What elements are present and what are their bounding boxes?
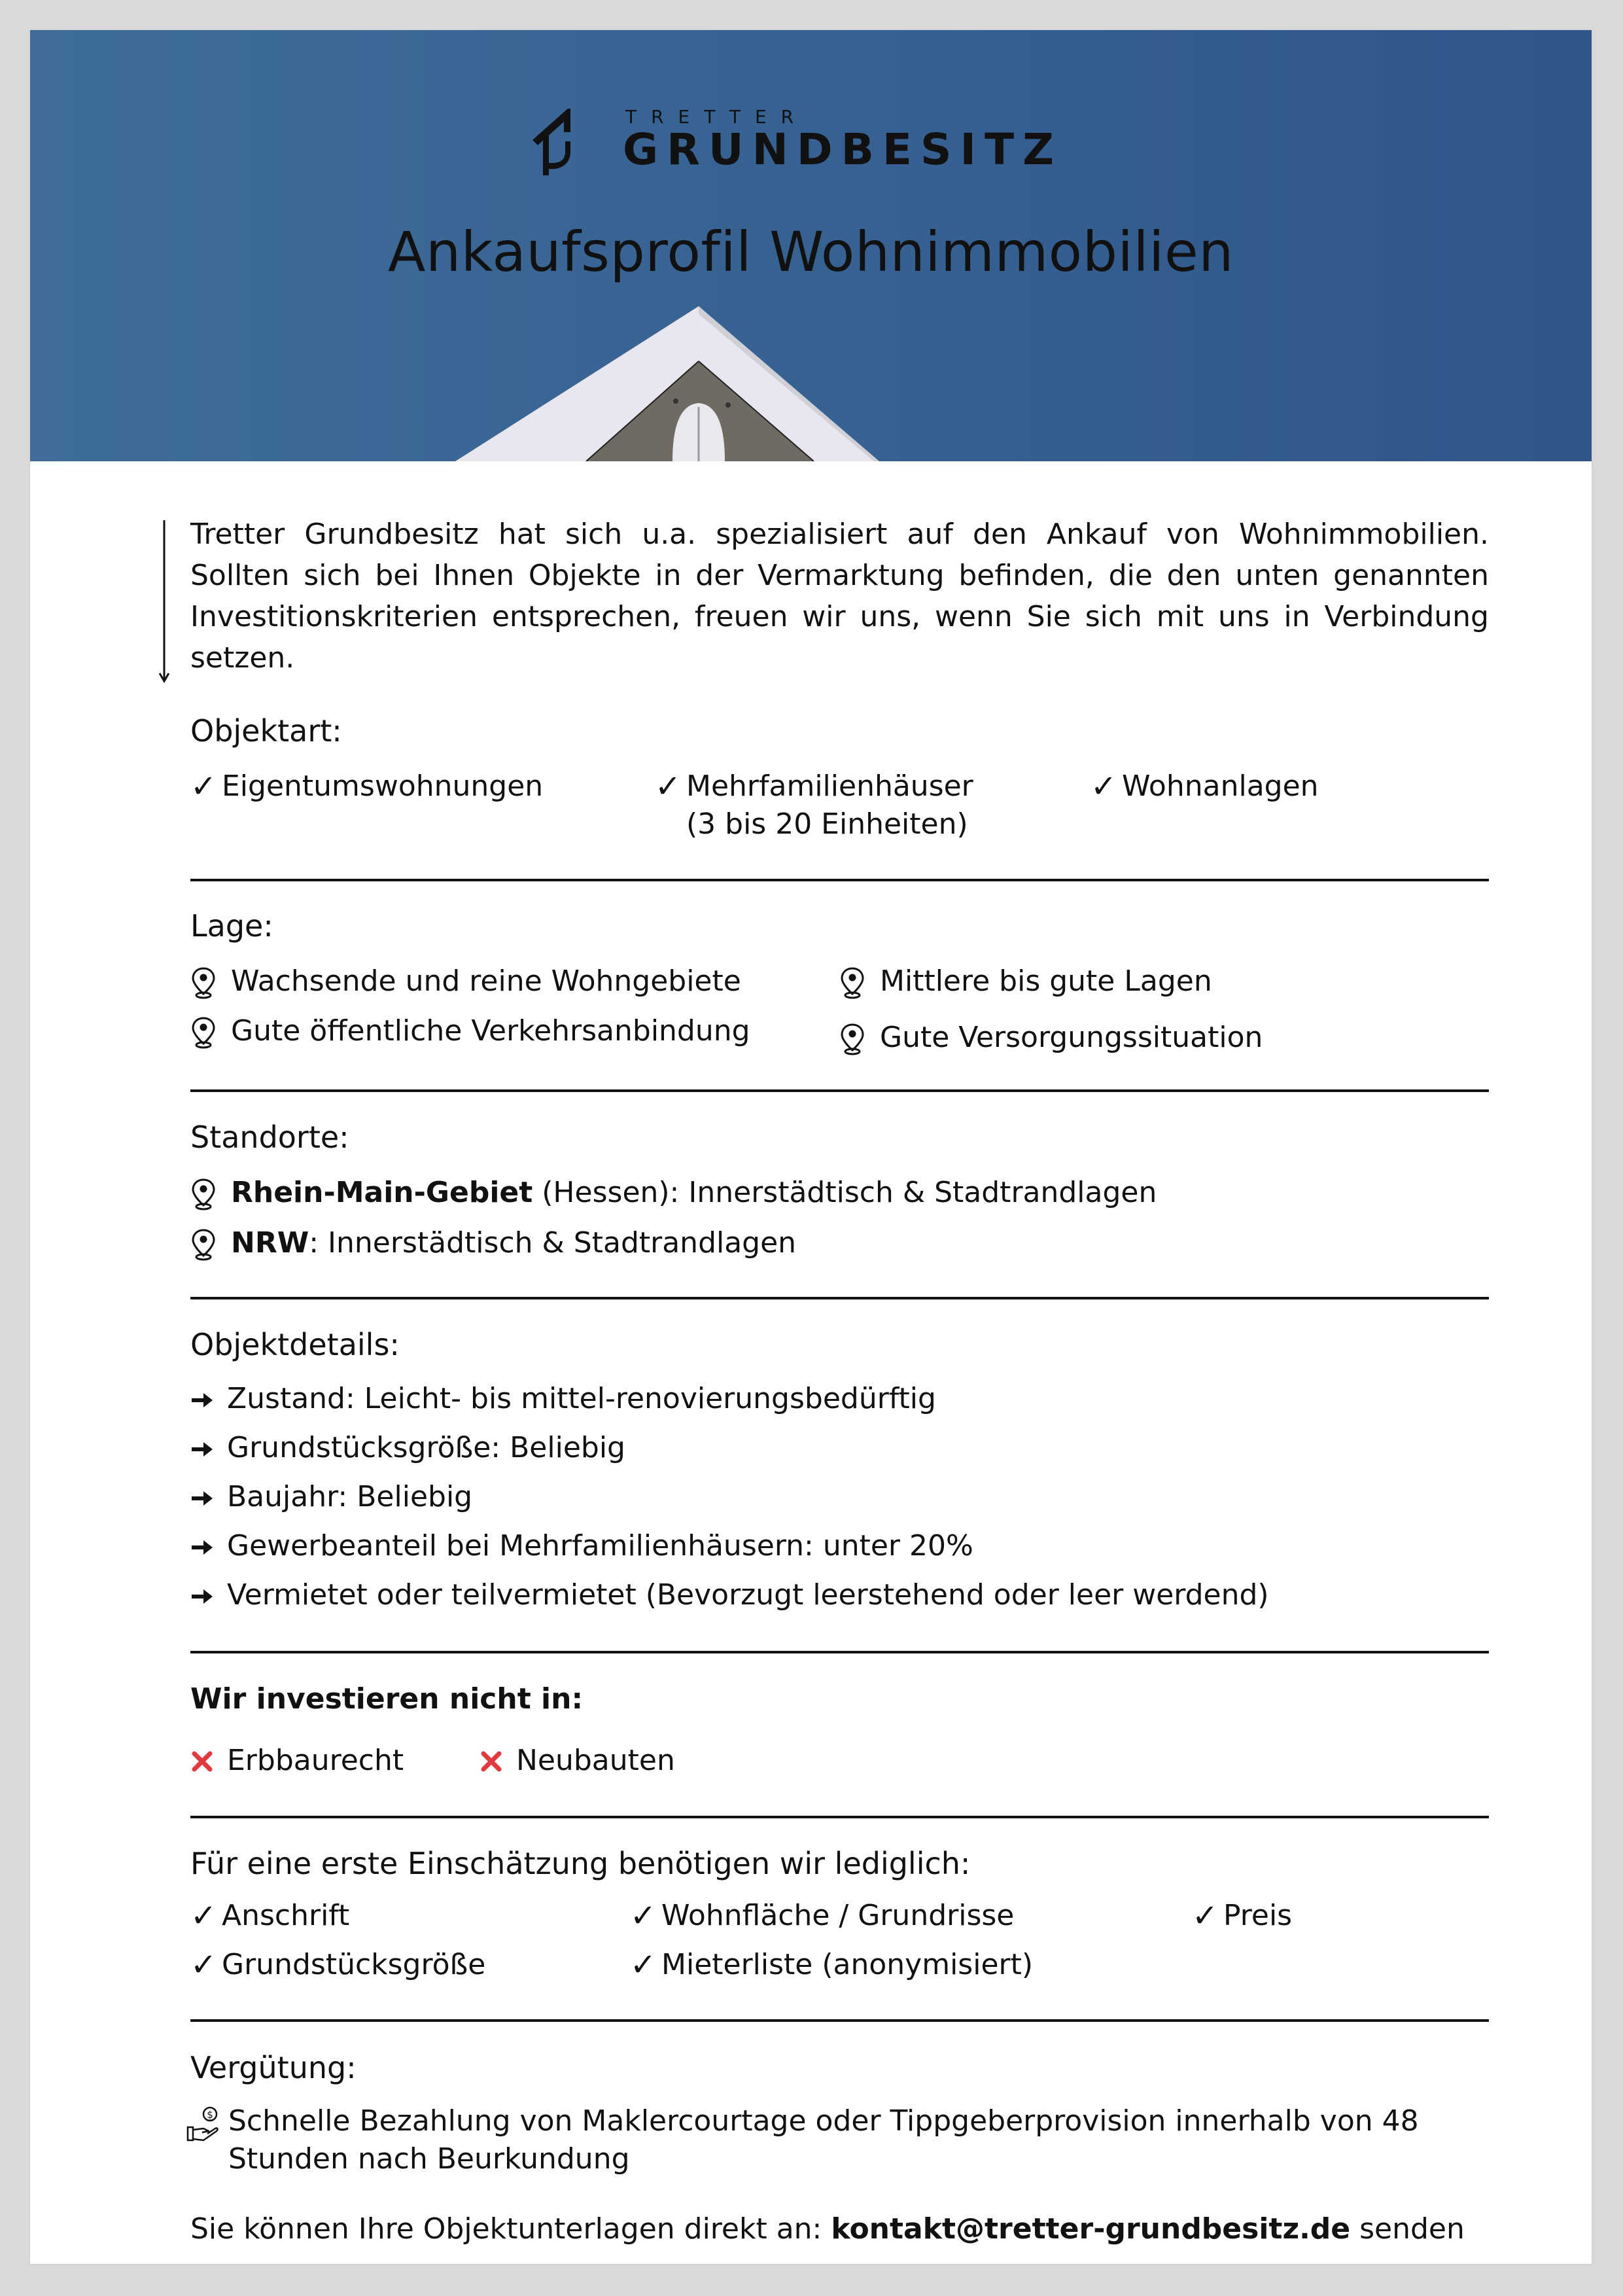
list-item: Gute öffentliche Verkehrsanbindung [190,1012,750,1059]
list-item: Neubauten [480,1742,675,1783]
list-item: ✓ Grundstücksgröße [190,1947,486,1983]
hero-banner [30,30,1592,461]
list-item: NRW: Innerstädtisch & Stadtrandlagen [190,1224,796,1271]
location-pin-icon [190,1012,231,1059]
check-icon: ✓ [1091,768,1117,805]
check-icon: ✓ [630,1898,657,1934]
list-item: Gute Versorgungssituation [839,1019,1263,1065]
list-item: ✓ Wohnanlagen [1091,768,1319,805]
section-lage [190,906,1489,945]
divider [190,1297,1489,1299]
list-item: Zustand: Leicht- bis mittel-renovierungsbedürftig [190,1380,936,1420]
contact-line: Sie können Ihre Objektunterlagen direkt an: kontakt@tretter-grundbesitz.de senden [190,2212,1465,2246]
location-pin-icon [839,963,880,1009]
svg-text:$: $ [207,2109,213,2121]
arrow-right-icon [190,1527,227,1567]
document-page [30,30,1592,2264]
check-icon: ✓ [190,1947,217,1983]
check-icon: ✓ [190,1898,217,1934]
location-pin-icon [839,1019,880,1065]
logo-mark-icon [530,105,589,177]
company-logo [530,105,1092,177]
list-item: ✓ Anschrift [190,1898,350,1934]
list-item: ✓ Mieterliste (anonymisiert) [630,1947,1034,1983]
arrow-right-icon [190,1576,227,1616]
section-title: Objektdetails: [190,1327,400,1362]
divider [190,1089,1489,1092]
section-objektdetails [190,1325,1489,1364]
divider [190,1816,1489,1818]
section-title: Vergütung: [190,2050,357,2085]
intro-paragraph: Tretter Grundbesitz hat sich u.a. spezialisiert auf den Ankauf von Wohnimmobilien. Sollten sich bei Ihnen Objekte in der Vermarktung befinden, die den unten genannten Investitionskriterien entsprechen, freuen wir uns, wenn Sie sich mit uns in Verbindung setzen. [190,518,1489,675]
hand-money-icon [186,2102,228,2154]
divider [190,879,1489,881]
list-item: Grundstücksgröße: Beliebig [190,1429,625,1469]
list-item: Erbbaurecht [190,1742,404,1783]
check-icon: ✓ [1192,1898,1219,1934]
logo-text-top: TRETTER [625,106,809,128]
section-standorte [190,1118,1489,1157]
section-title: Für eine erste Einschätzung benötigen wir lediglich: [190,1846,971,1881]
cross-icon [480,1742,516,1783]
section-title: Standorte: [190,1120,349,1155]
page-title: Ankaufsprofil Wohnimmobilien [388,220,1234,284]
section-requirements [190,1844,1489,1883]
section-verguetung [190,2048,1489,2087]
location-pin-icon [190,963,231,1009]
building-photo [423,292,907,461]
section-title: Wir investieren nicht in: [190,1682,584,1716]
divider [190,1651,1489,1653]
arrow-right-icon [190,1380,227,1420]
check-icon: ✓ [190,768,217,805]
check-icon: ✓ [630,1947,657,1983]
logo-text-main: GRUNDBESITZ [623,124,1062,175]
list-item: Vermietet oder teilvermietet (Bevorzugt leerstehend oder leer werdend) [190,1576,1269,1616]
list-item: ✓ Mehrfamilienhäuser (3 bis 20 Einheiten) [655,768,973,841]
down-arrow-icon [158,520,171,684]
arrow-right-icon [190,1478,227,1518]
list-item: $ Schnelle Bezahlung von Maklercourtage oder Tippgeberprovision innerhalb von 48 Stunden nach Beurkundung [186,2102,1419,2178]
divider [190,2019,1489,2022]
list-item: ✓ Eigentumswohnungen [190,768,544,805]
section-objektart [190,711,1489,751]
list-item: Rhein-Main-Gebiet (Hessen): Innerstädtisch & Stadtrandlagen [190,1174,1157,1220]
arrow-right-icon [190,1429,227,1469]
check-icon: ✓ [655,768,682,805]
list-item: Wachsende und reine Wohngebiete [190,963,741,1009]
list-item: ✓ Wohnfläche / Grundrisse [630,1898,1015,1934]
location-pin-icon [190,1174,231,1220]
list-item: ✓ Preis [1192,1898,1293,1934]
location-pin-icon [190,1224,231,1271]
list-item: Baujahr: Beliebig [190,1478,472,1518]
section-exclusions [190,1680,1489,1719]
cross-icon [190,1742,227,1783]
contact-email-link[interactable]: kontakt@tretter-grundbesitz.de [831,2212,1351,2246]
list-item: Gewerbeanteil bei Mehrfamilienhäusern: unter 20% [190,1527,973,1567]
list-item: Mittlere bis gute Lagen [839,963,1212,1009]
section-title: Objektart: [190,713,342,749]
section-title: Lage: [190,908,273,944]
